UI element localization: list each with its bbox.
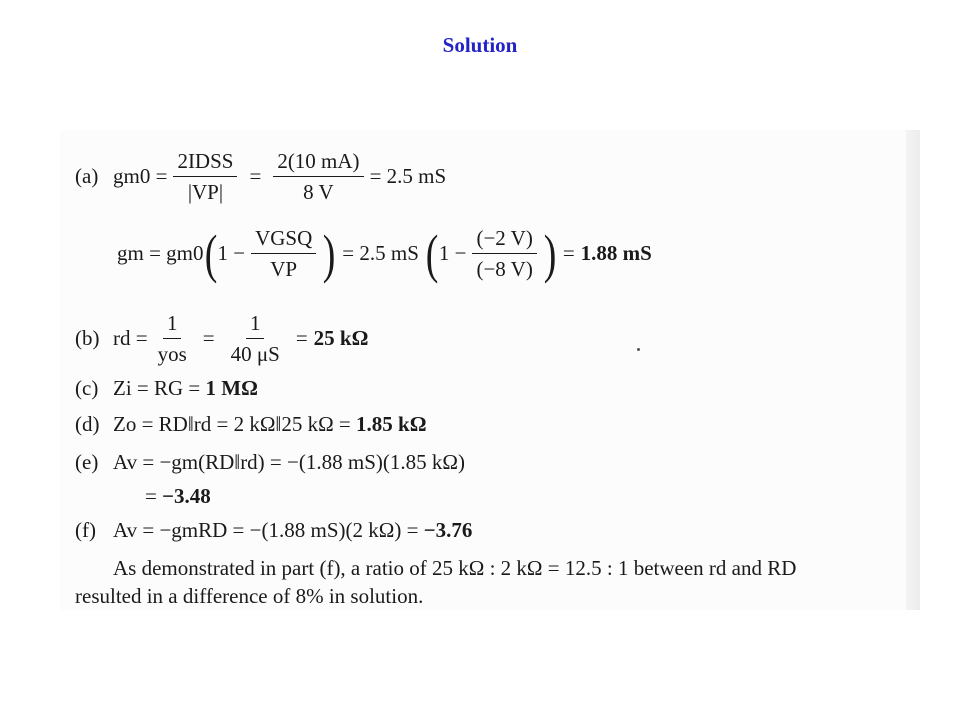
denominator: |VP|: [187, 180, 224, 204]
part-label-a: (a): [75, 164, 99, 188]
equation-result: 25 kΩ: [313, 326, 369, 350]
page-title: Solution: [442, 33, 518, 57]
equation-lhs: rd =: [113, 326, 148, 350]
part-label-e: (e): [75, 450, 99, 474]
equation-result: 1.85 kΩ: [356, 412, 427, 436]
equation-result: 1.88 mS: [580, 241, 652, 265]
numerator: 2(10 mA): [273, 148, 363, 177]
note-line-1: As demonstrated in part (f), a ratio of 25 kΩ : 2 kΩ = 12.5 : 1 between rd and RD: [113, 556, 797, 580]
equals-sign: =: [295, 326, 308, 350]
equation-lhs: gm0 =: [113, 164, 168, 188]
fraction: [472, 225, 536, 282]
equation-c: [75, 376, 258, 401]
equation-result: −3.76: [423, 518, 473, 542]
left-paren: (: [204, 223, 217, 284]
equals-sign: =: [145, 484, 157, 508]
equation-text: Av = −gmRD = −(1.88 mS)(2 kΩ) =: [113, 518, 419, 542]
numerator: 1: [163, 310, 182, 339]
equation-text: Av = −gm(RD‖rd) = −(1.88 mS)(1.85 kΩ): [113, 450, 465, 474]
equals-sign: =: [249, 164, 262, 188]
note-line-2: resulted in a difference of 8% in solution.: [75, 584, 424, 608]
denominator: 8 V: [303, 180, 334, 204]
part-label-b: (b): [75, 326, 100, 350]
denominator: yos: [157, 342, 187, 366]
numerator: 1: [246, 310, 265, 339]
equation-text: Zo = RD‖rd = 2 kΩ‖25 kΩ =: [113, 412, 351, 436]
denominator: (−8 V): [476, 257, 533, 281]
fraction: [251, 225, 316, 282]
equation-mid: = 2.5 mS: [342, 241, 419, 265]
fraction: [154, 310, 191, 367]
equation-a-gm: [117, 225, 652, 282]
equals-sign: =: [202, 326, 215, 350]
equation-result: = 2.5 mS: [369, 164, 447, 188]
equation-result: −3.48: [162, 484, 211, 508]
term-one: 1 −: [217, 241, 246, 265]
scan-edge: [906, 130, 920, 610]
fraction: [227, 310, 284, 367]
part-label-f: (f): [75, 518, 96, 542]
term-one: 1 −: [438, 241, 467, 265]
fraction: [173, 148, 237, 205]
equals-sign: =: [562, 241, 575, 265]
fraction: [273, 148, 363, 205]
equation-a-gm0: [75, 148, 446, 205]
equation-e: [75, 450, 465, 475]
numerator: VGSQ: [251, 225, 316, 254]
numerator: 2IDSS: [173, 148, 237, 177]
equation-e-continued: [145, 484, 211, 509]
speck: [637, 348, 640, 351]
right-paren: ): [543, 223, 557, 284]
equation-result: 1 MΩ: [205, 376, 258, 400]
equation-text: Zi = RG =: [113, 376, 201, 400]
equation-lhs: gm = gm0: [117, 241, 204, 265]
equation-f: [75, 518, 472, 543]
part-label-d: (d): [75, 412, 100, 436]
left-paren: (: [425, 223, 439, 284]
part-label-c: (c): [75, 376, 99, 400]
equation-d: [75, 412, 427, 437]
numerator: (−2 V): [472, 225, 536, 254]
equation-b: [75, 310, 368, 367]
denominator: VP: [270, 257, 298, 281]
denominator: 40 μS: [230, 342, 280, 366]
right-paren: ): [322, 223, 336, 284]
